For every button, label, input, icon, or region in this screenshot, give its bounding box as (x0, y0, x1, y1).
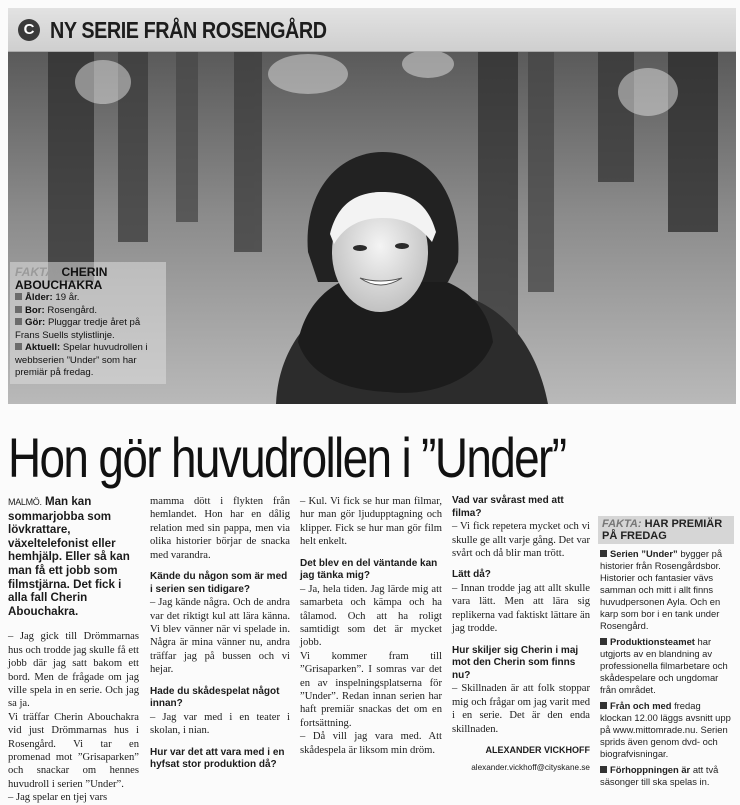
fact-item-residence: Bor: Rosengård. (15, 305, 161, 318)
paragraph: Vi träffar Cherin Abouchakra vid just Drömmarnas hus i Rosengård. Vi tar en promenad mot ”Grisaparken” och snackar om hennes huvudroll i serien ”Under”. (8, 711, 139, 790)
paragraph: – Jag gick till Drömmarnas hus och trodde jag skulle få ett jobb där jag satt bakom ett bord. Men de frågade om jag ville spela in en serie. Och jag sa ja. (8, 631, 139, 710)
article-column-2 (150, 495, 290, 772)
fact-item-age: Ålder: 19 år. (15, 292, 161, 305)
paragraph: – Kul. Vi fick se hur man filmar, hur man gör ljudupptagning och klipper. Fick se hur man gör film helt enkelt. (300, 496, 442, 548)
fact-item-occupation: Gör: Pluggar tredje året på Frans Suells stylistlinje. (15, 317, 141, 341)
fact-box-premiere (598, 516, 734, 788)
paragraph: – Innan trodde jag att allt skulle vara lätt. Men att lära sig replikerna vad faktiskt lättare än jag trodde. (452, 583, 590, 635)
fact-item-team: Produktionsteamet har utgjorts av en blandning av professionella filmarbetare och skådespelare och ungdomar från området. (600, 636, 728, 695)
paragraph: mamma dött i flykten från hemlandet. Hon har en dålig relation med sin pappa, men via olika historier börjar de snacka med varandra. (150, 496, 290, 561)
paragraph: – Ja, hela tiden. Jag lärde mig att samarbeta och kämpa och ha tålamod. Och att ha roligt samtidigt som det är mycket jobb. (300, 583, 442, 649)
bullet-square-icon (15, 306, 22, 313)
bullet-square-icon (600, 766, 607, 773)
fact-item-series: Serien ”Under” bygger på historier från Rosengårdsbor. Historier och fantasier vävs samman och mitt i allt finns huvudpersonen Ayla. Och en karp som bor i en tank under Rosengård. (600, 548, 723, 631)
interview-question: Kände du någon som är med i serien sen tidigare? (150, 571, 288, 595)
fact-box-cherin (10, 262, 166, 384)
paragraph: Vi kommer fram till ”Grisaparken”. I somras var det en av inspelningsplatserna för ”Under”. Redan innan serien har haft premiär snackas det om en fortsättning. (300, 650, 442, 729)
article-lead: MALMÖ. Man kan sommarjobba som lövkrattare, växeltelefonist eller hemhjälp. Eller så kan man få ett jobb som filmstjärna. Det fick i alla fall Cherin Abouchakra. (8, 495, 130, 618)
interview-question: Vad var svårast med att filma? (452, 495, 564, 519)
paragraph: – Jag kände några. Och de andra var det riktigt kul att lära känna. Vi blev vänner när vi spelade in. Några är mina vänner nu, andra träffar jag på bussen och vi hejar. (150, 597, 290, 676)
article-column-4 (452, 495, 590, 775)
fact-item-hope: Förhoppningen är att två säsonger till ska spelas in. (600, 764, 719, 787)
fact-box-heading: FAKTA: CHERIN ABOUCHAKRA (15, 265, 108, 292)
paragraph: – Jag var med i en teater i skolan, i nian. (150, 711, 290, 737)
paragraph: – Skillnaden är att folk stoppar mig och frågar om jag varit med i en serie. Det är den enda skillnaden. (452, 683, 590, 735)
interview-question: Det blev en del väntande kan jag tänka mig? (300, 557, 438, 582)
bullet-square-icon (15, 293, 22, 300)
byline: ALEXANDER VICKHOFF (485, 745, 590, 756)
bullet-square-icon (600, 638, 607, 645)
fact-item-current: Aktuell: Spelar huvudrollen i webbserien ”Under” som har premiär på fredag. (15, 342, 148, 378)
bullet-square-icon (600, 702, 607, 709)
paragraph: – Jag spelar en tjej vars (8, 792, 108, 804)
fact-box-heading: FAKTA: HAR PREMIÄR PÅ FREDAG (598, 516, 734, 544)
paragraph: – Vi fick repetera mycket och vi skulle ge allt varje gång. Det var svårt och då blir man trött. (452, 521, 590, 559)
author-email: alexander.vickhoff@cityskane.se (471, 763, 590, 773)
interview-question: Hur var det att vara med i en hyfsat stor produktion då? (150, 746, 285, 771)
kicker-title: NY SERIE FRÅN ROSENGÅRD (50, 17, 327, 43)
newspaper-logo: C (18, 19, 40, 41)
interview-question: Lätt då? (452, 569, 491, 581)
kicker-banner (8, 8, 736, 52)
fact-item-release: Från och med fredag klockan 12.00 läggs avsnitt upp på www.mittomrade.nu. Serien sprids även genom dvd- och biografvisningar. (600, 700, 731, 759)
article-column-3 (300, 495, 442, 757)
bullet-square-icon (600, 550, 607, 557)
bullet-square-icon (15, 318, 22, 325)
headline: Hon gör huvudrollen i ”Under” (8, 426, 566, 489)
interview-question: Hade du skådespelat något innan? (150, 685, 280, 710)
article-column-1 (8, 495, 139, 805)
interview-question: Hur skiljer sig Cherin i maj mot den Cherin som finns nu? (452, 644, 579, 681)
paragraph: – Då vill jag vara med. Att skådespela är liksom min dröm. (300, 731, 442, 756)
bullet-square-icon (15, 343, 22, 350)
